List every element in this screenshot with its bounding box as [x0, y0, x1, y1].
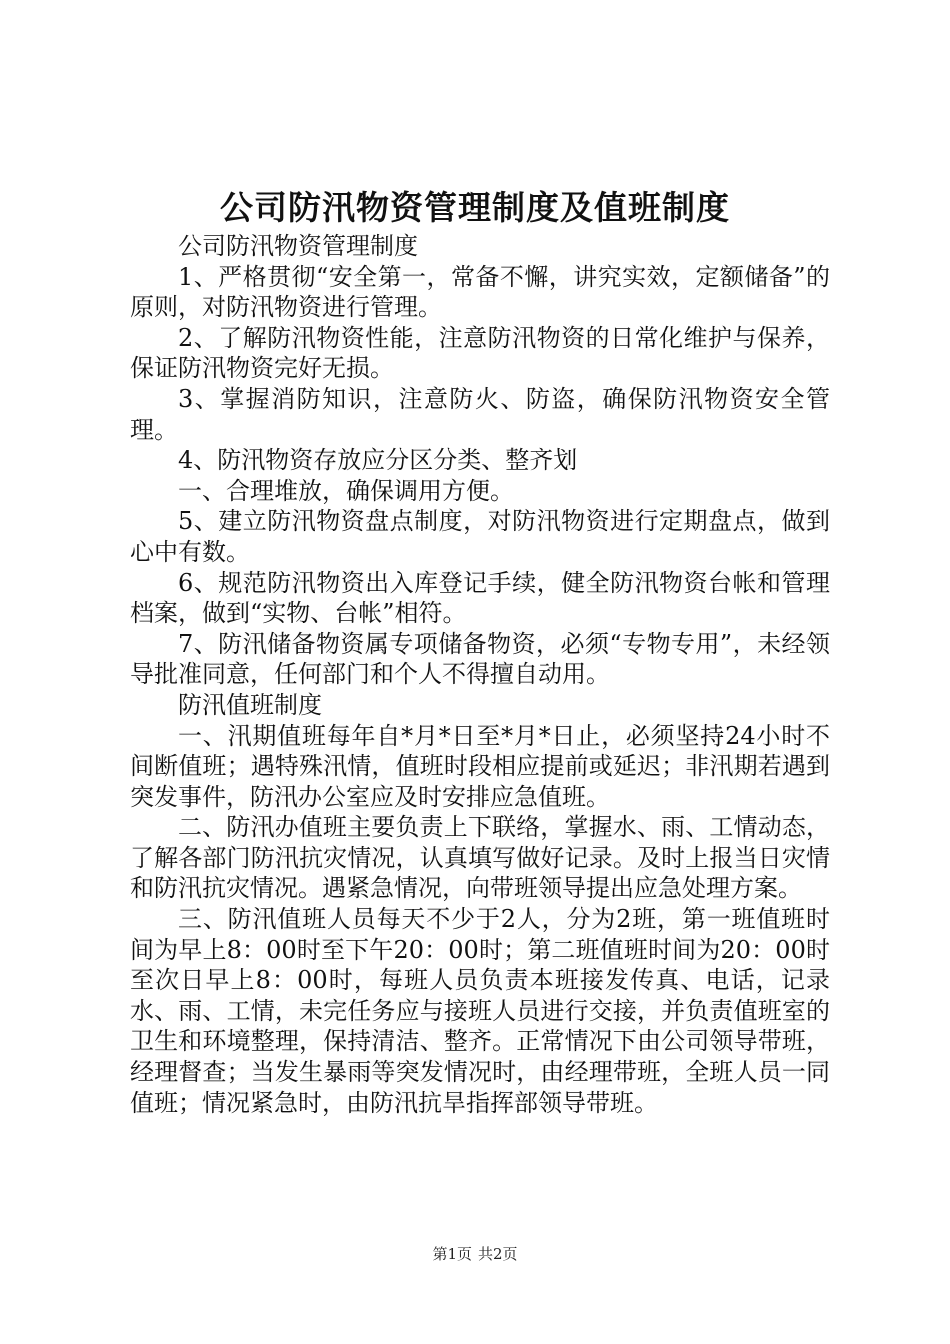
- duty-paragraph-3: 三、防汛值班人员每天不少于2人，分为2班，第一班值班时间为早上8：00时至下午20：00时；第二班值班时间为20：00时至次日早上8：00时，每班人员负责本班接发传真、电话，记录水、雨、工情，未完任务应与接班人员进行交接，并负责值班室的卫生和环境整理，保持清洁、整齐。正常情况下由公司领导带班，经理督查；当发生暴雨等突发情况时，由经理带班，全班人员一同值班；情况紧急时，由防汛抗旱指挥部领导带班。: [130, 905, 830, 1117]
- duty-paragraph-2: 二、防汛办值班主要负责上下联络，掌握水、雨、工情动态，了解各部门防汛抗灾情况，认真填写做好记录。及时上报当日灾情和防汛抗灾情况。遇紧急情况，向带班领导提出应急处理方案。: [130, 813, 830, 903]
- rule-paragraph-7: 7、防汛储备物资属专项储备物资，必须“专物专用”，未经领导批准同意，任何部门和个人不得擅自动用。: [130, 629, 830, 689]
- rule-paragraph-4-continued: 一、合理堆放，确保调用方便。: [178, 476, 514, 505]
- page-footer: [0, 1244, 950, 1264]
- document-title: 公司防汛物资管理制度及值班制度: [220, 188, 730, 227]
- document-body: [130, 231, 830, 1118]
- rule-paragraph-1: 1、严格贯彻“安全第一，常备不懈，讲究实效，定额储备”的原则，对防汛物资进行管理。: [130, 262, 830, 322]
- rule-paragraph-6: 6、规范防汛物资出入库登记手续，健全防汛物资台帐和管理档案，做到“实物、台帐”相符。: [130, 568, 830, 628]
- rule-paragraph-3: 3、掌握消防知识，注意防火、防盗，确保防汛物资安全管理。: [130, 384, 830, 444]
- section-heading-materials: 公司防汛物资管理制度: [178, 232, 418, 260]
- rule-paragraph-4: 4、防汛物资存放应分区分类、整齐划: [178, 446, 578, 475]
- page-total: 共2页: [478, 1245, 518, 1263]
- rule-paragraph-5: 5、建立防汛物资盘点制度，对防汛物资进行定期盘点，做到心中有数。: [130, 507, 830, 566]
- section-heading-duty: 防汛值班制度: [178, 690, 322, 719]
- duty-paragraph-1: 一、汛期值班每年自*月*日至*月*日止，必须坚持24小时不间断值班；遇特殊汛情，值班时段相应提前或延迟；非汛期若遇到突发事件，防汛办公室应及时安排应急值班。: [130, 721, 830, 811]
- page-number: 第1页: [432, 1245, 472, 1263]
- rule-paragraph-2: 2、了解防汛物资性能，注意防汛物资的日常化维护与保养，保证防汛物资完好无损。: [130, 323, 830, 383]
